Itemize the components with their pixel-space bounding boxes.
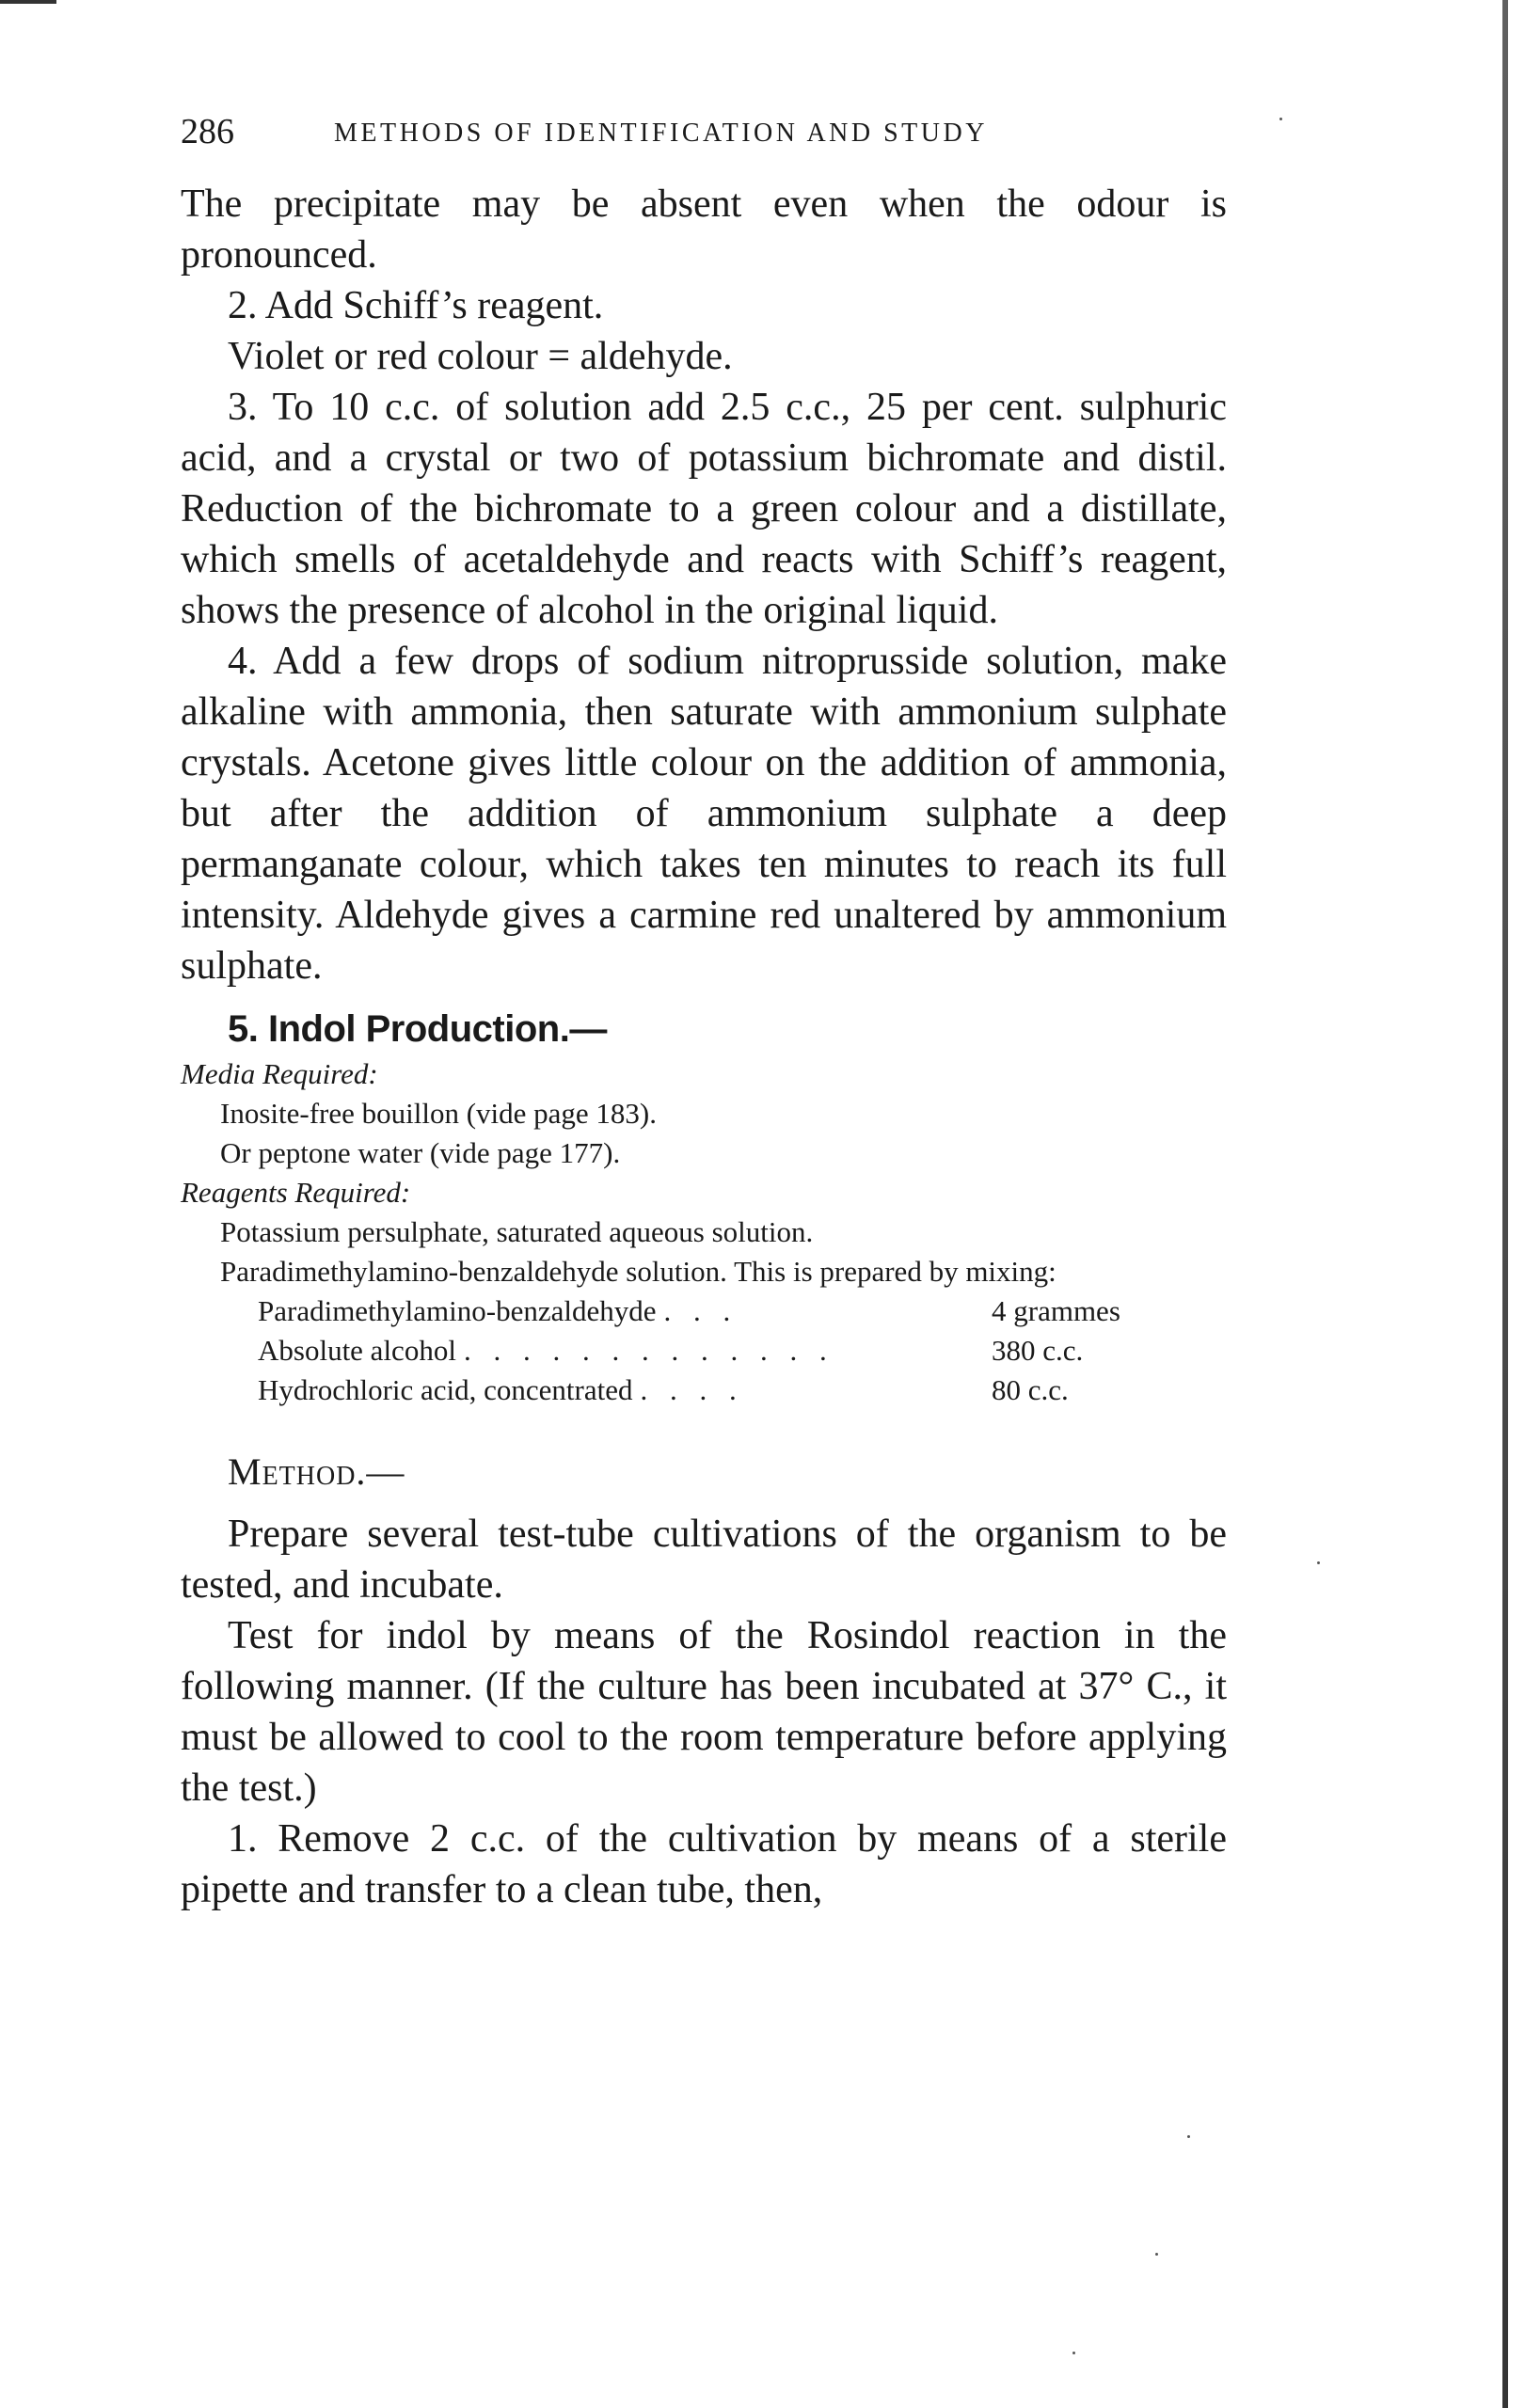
ingredients-table bbox=[258, 1291, 1180, 1410]
page-body bbox=[181, 179, 1227, 1915]
paragraph-test-indol: Test for indol by means of the Rosindol reaction in the following manner. (If the culture has been incubated at 37° C., it must be allowed to cool to the room temperature before applying the test.) bbox=[181, 1614, 1227, 1810]
running-title: METHODS OF IDENTIFICATION AND STUDY bbox=[334, 119, 988, 148]
reagents-label: Reagents Required: bbox=[181, 1176, 411, 1209]
method-heading: Method.— bbox=[228, 1450, 405, 1493]
ingredient-name: Absolute alcohol bbox=[258, 1334, 456, 1367]
paragraph-precipitate: The precipitate may be absent even when the odour is pronounced. bbox=[181, 182, 1227, 277]
paragraph-schiff: 2. Add Schiff’s reagent. bbox=[228, 284, 604, 327]
page-number: 286 bbox=[181, 112, 234, 151]
section-title: 5. Indol Production.— bbox=[228, 1008, 607, 1050]
paper-speck bbox=[1187, 2135, 1190, 2138]
ingredient-row bbox=[258, 1331, 1180, 1370]
ingredient-quantity: 80 c.c. bbox=[992, 1373, 1069, 1406]
paper-speck bbox=[1317, 1561, 1320, 1564]
media-item: Or peptone water (vide page 177). bbox=[220, 1136, 621, 1169]
paragraph-step-1: 1. Remove 2 c.c. of the cultivation by means of a sterile pipette and transfer to a clean tube, then, bbox=[181, 1817, 1227, 1911]
ingredient-row bbox=[258, 1370, 1180, 1410]
page-header bbox=[181, 111, 1225, 160]
paragraph-violet: Violet or red colour = aldehyde. bbox=[228, 335, 733, 378]
ingredient-name: Paradimethylamino-benzaldehyde bbox=[258, 1294, 657, 1327]
leader-dots: . . . bbox=[663, 1294, 739, 1327]
paragraph-prepare: Prepare several test-tube cultivations of the organism to be tested, and incubate. bbox=[181, 1513, 1227, 1607]
ingredient-quantity: 4 grammes bbox=[992, 1294, 1120, 1327]
leader-dots: . . . . bbox=[640, 1373, 744, 1406]
paper-speck bbox=[1279, 118, 1282, 120]
paper-speck bbox=[1072, 2352, 1075, 2354]
paper-speck bbox=[1155, 2253, 1158, 2256]
scan-edge-right bbox=[1502, 0, 1508, 2408]
paragraph-step-4: 4. Add a few drops of sodium nitroprusside solution, make alkaline with ammonia, then saturate with ammonium sulphate crystals. Acetone gives little colour on the addition of ammonia, but after the addition of ammonium sulphate a deep permanganate colour, which takes ten minutes to reach its full intensity. Aldehyde gives a carmine red unaltered by ammonium sulphate. bbox=[181, 640, 1227, 988]
paragraph-step-3: 3. To 10 c.c. of solution add 2.5 c.c., 25 per cent. sulphuric acid, and a crystal or two of potassium bichromate and distil. Reduction of the bichromate to a green colour and a distillate, which smells of acetaldehyde and reacts with Schiff’s reagent, shows the presence of alcohol in the original liquid. bbox=[181, 386, 1227, 632]
ingredient-name: Hydrochloric acid, concentrated bbox=[258, 1373, 633, 1406]
media-label: Media Required: bbox=[181, 1057, 378, 1090]
ingredient-quantity: 380 c.c. bbox=[992, 1334, 1084, 1367]
ingredient-row bbox=[258, 1291, 1180, 1331]
reagent-item: Paradimethylamino-benzaldehyde solution. This is prepared by mixing: bbox=[220, 1255, 1056, 1288]
media-item: Inosite-free bouillon (vide page 183). bbox=[220, 1097, 657, 1130]
scan-edge-top bbox=[0, 0, 56, 4]
leader-dots: . . . . . . . . . . . . . bbox=[463, 1334, 834, 1367]
reagent-item: Potassium persulphate, saturated aqueous solution. bbox=[220, 1215, 814, 1248]
